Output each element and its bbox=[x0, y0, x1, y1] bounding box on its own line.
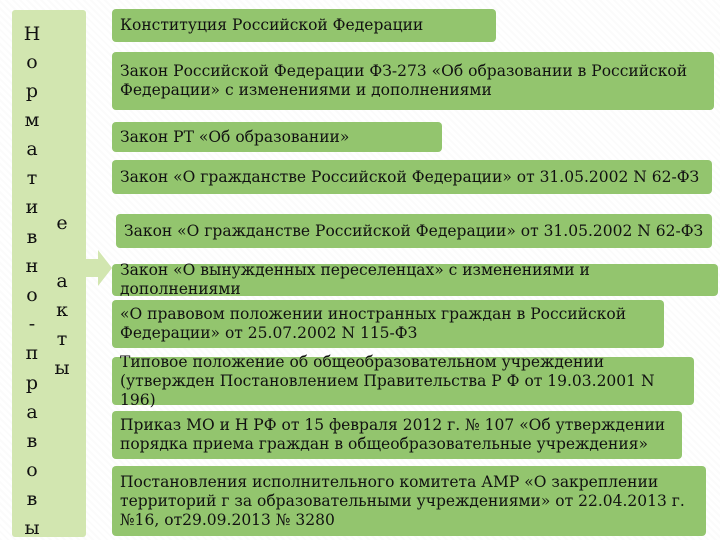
side-letter: р bbox=[25, 80, 39, 102]
list-item bbox=[112, 261, 718, 298]
side-letter: р bbox=[25, 372, 39, 394]
side-letter: в bbox=[26, 430, 38, 452]
list-item bbox=[112, 466, 706, 536]
side-letter: о bbox=[26, 284, 38, 306]
side-letter: а bbox=[26, 401, 38, 423]
side-letter: н bbox=[25, 255, 39, 277]
side-letter: Н bbox=[23, 23, 41, 45]
list-item bbox=[112, 9, 496, 42]
item-text: Закон Российской Федерации ФЗ-273 «Об образовании в Российской Федерации» с изменениями и дополнениями bbox=[120, 62, 688, 99]
item-text: Закон «О гражданстве Российской Федерации» от 31.05.2002 N 62-ФЗ bbox=[120, 167, 700, 186]
side-letter: т bbox=[26, 167, 38, 189]
side-letter: п bbox=[25, 342, 39, 364]
side-letter: е bbox=[56, 212, 68, 234]
item-text: «О правовом положении иностранных граждан в Российской Федерации» от 25.07.2002 N 115-ФЗ bbox=[120, 305, 627, 342]
side-letter: а bbox=[26, 138, 38, 160]
list-item bbox=[112, 122, 442, 152]
side-letter: - bbox=[28, 313, 36, 335]
side-panel bbox=[12, 10, 86, 537]
side-letter: о bbox=[26, 51, 38, 73]
item-text: Закон РТ «Об образовании» bbox=[120, 127, 350, 146]
list-item bbox=[112, 52, 714, 110]
side-letter: в bbox=[26, 226, 38, 248]
list-item bbox=[116, 214, 712, 248]
side-letter: о bbox=[26, 459, 38, 481]
list-item bbox=[112, 300, 664, 348]
side-letter: и bbox=[25, 196, 39, 218]
item-text: Постановления исполнительного комитета АМР «О закреплении территорий г за образовательными учреждениями» от 22.04.2013 г. №16, от29.09.2013 № 3280 bbox=[120, 472, 685, 529]
side-letter: м bbox=[24, 109, 40, 131]
side-letter: ы bbox=[24, 517, 40, 539]
side-letter: к bbox=[56, 299, 68, 321]
list-item bbox=[112, 411, 682, 459]
side-letter: ы bbox=[54, 357, 70, 379]
item-text: Закон «О гражданстве Российской Федерации» от 31.05.2002 N 62-ФЗ bbox=[124, 221, 704, 240]
side-letter: в bbox=[26, 488, 38, 510]
item-text: Конституция Российской Федерации bbox=[120, 16, 424, 34]
item-text: Закон «О вынужденных переселенцах» с изменениями и дополнениями bbox=[120, 261, 590, 298]
side-letter: а bbox=[56, 270, 68, 292]
item-text: Приказ МО и Н РФ от 15 февраля 2012 г. № 107 «Об утверждении порядка приема граждан в общеобразовательные учреждения» bbox=[120, 416, 666, 453]
list-item bbox=[112, 352, 694, 409]
arrow-right-icon bbox=[86, 250, 112, 286]
side-letter: т bbox=[56, 328, 68, 350]
item-text: Типовое положение об общеобразовательном учреждении (утвержден Постановлением Правительства Р Ф от 19.03.2001 N 196) bbox=[120, 352, 655, 409]
list-item bbox=[112, 160, 712, 194]
